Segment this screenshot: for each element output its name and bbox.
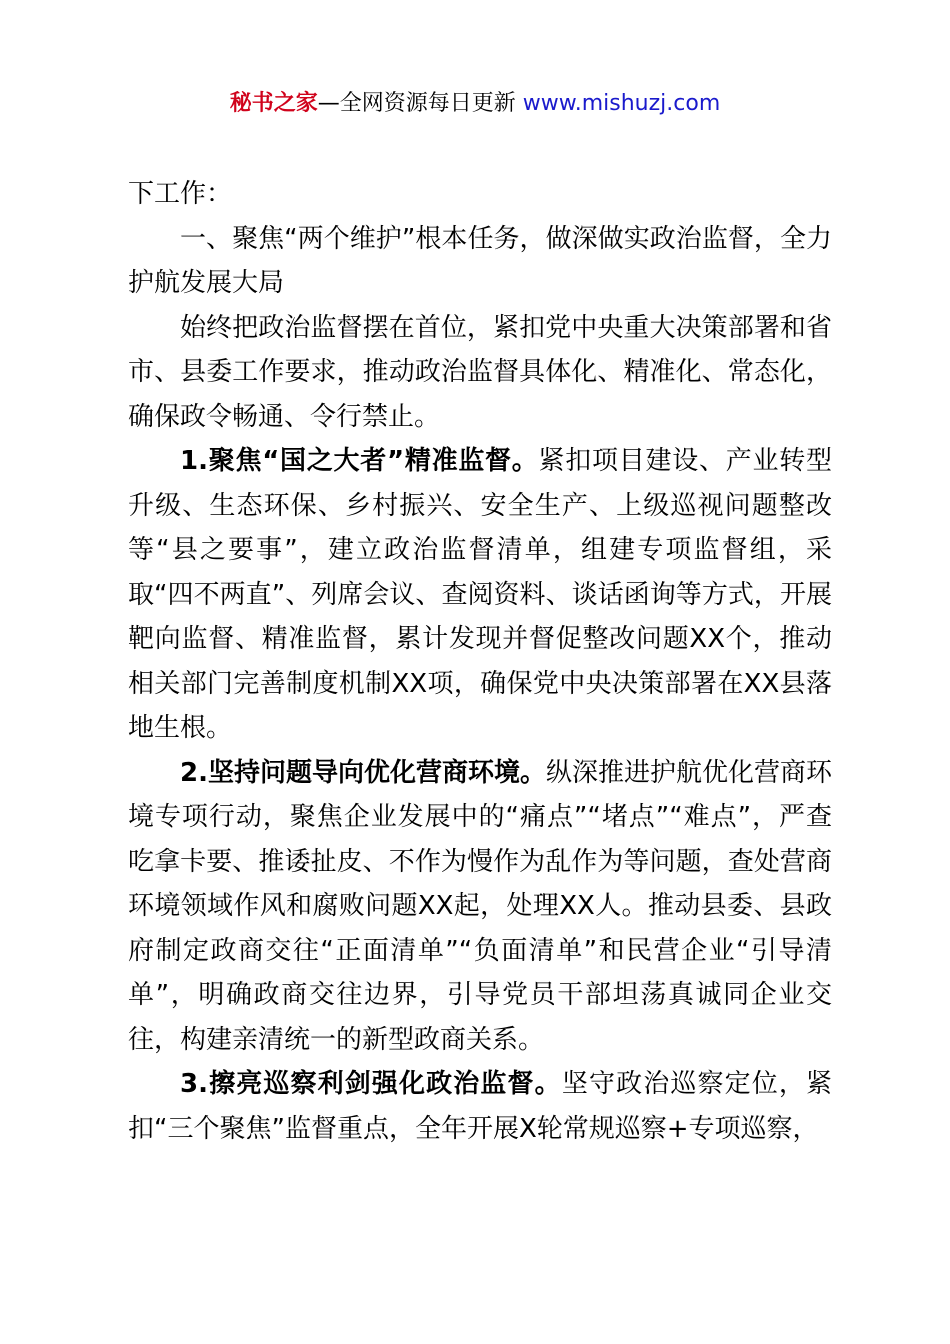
paragraph-item-3 (128, 1062, 832, 1151)
item-3-title: 3.擦亮巡察利剑强化政治监督。 (180, 1069, 562, 1099)
site-banner (0, 88, 950, 120)
paragraph-item-2 (128, 751, 832, 1063)
paragraph-item-1 (128, 439, 832, 751)
item-2-text: 纵深推进护航优化营商环境专项行动，聚焦企业发展中的“痛点”“堵点”“难点”，严查吃拿卡要、推诿扯皮、不作为慢作为乱作为等问题，查处营商环境领域作风和腐败问题XX起，处理XX人。推动县委、县政府制定政商交往“正面清单”“负面清单”和民营企业“引导清单”，明确政商交往边界，引导党员干部坦荡真诚同企业交往，构建亲清统一的新型政商关系。 (128, 757, 832, 1055)
site-url-link[interactable]: www.mishuzj.com (522, 91, 721, 116)
document-body (128, 172, 832, 1151)
item-1-text: 紧扣项目建设、产业转型升级、生态环保、乡村振兴、安全生产、上级巡视问题整改等“县之要事”，建立政治监督清单，组建专项监督组，采取“四不两直”、列席会议、查阅资料、谈话函询等方式，开展靶向监督、精准监督，累计发现并督促整改问题XX个，推动相关部门完善制度机制XX项，确保党中央决策部署在XX县落地生根。 (128, 446, 832, 743)
item-1-title: 1.聚焦“国之大者”精准监督。 (180, 446, 539, 476)
paragraph-continuation: 下工作： (128, 179, 233, 209)
section-heading: 一、聚焦“两个维护”根本任务，做深做实政治监督，全力护航发展大局 (128, 223, 832, 298)
banner-slogan: —全网资源每日更新 (317, 91, 523, 116)
brand-name: 秘书之家 (229, 91, 318, 116)
intro-paragraph: 始终把政治监督摆在首位，紧扣党中央重大决策部署和省市、县委工作要求，推动政治监督具体化、精准化、常态化，确保政令畅通、令行禁止。 (128, 312, 832, 432)
item-2-title: 2.坚持问题导向优化营商环境。 (180, 757, 546, 788)
item-3-text: 坚守政治巡察定位，紧扣“三个聚焦”监督重点，全年开展X轮常规巡察+专项巡察， (128, 1069, 832, 1144)
